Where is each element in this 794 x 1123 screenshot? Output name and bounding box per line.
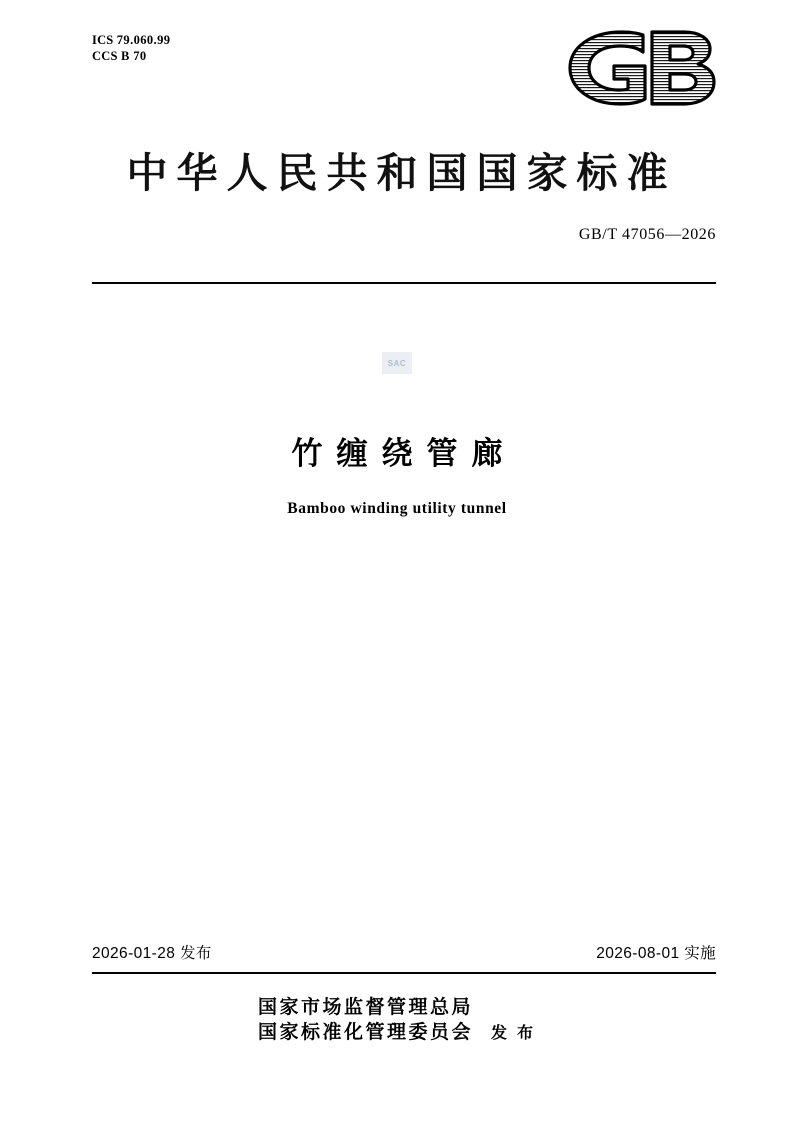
ccs-label: CCS bbox=[92, 49, 118, 63]
footer-divider bbox=[92, 972, 716, 974]
page-title: 中华人民共和国国家标准 bbox=[126, 150, 677, 196]
ics-label: ICS bbox=[92, 33, 114, 47]
ics-value: 79.060.99 bbox=[116, 33, 171, 47]
document-title-chinese: 竹缠绕管廊 bbox=[291, 436, 517, 471]
issuer-names bbox=[258, 995, 473, 1045]
issue-date: 2026-01-28 发布 bbox=[92, 945, 212, 962]
classification-codes bbox=[92, 32, 170, 64]
document-title-english: Bamboo winding utility tunnel bbox=[287, 500, 507, 517]
header-divider bbox=[92, 282, 716, 284]
ccs-value: B 70 bbox=[120, 49, 147, 63]
sac-watermark: SAC bbox=[382, 352, 412, 374]
issuer-line-2: 国家标准化管理委员会 bbox=[257, 1022, 473, 1043]
ccs-code-line bbox=[92, 48, 170, 64]
implementation-date: 2026-08-01 实施 bbox=[596, 945, 716, 962]
publish-label: 发 布 bbox=[491, 1025, 537, 1042]
issuer-line-1: 国家市场监督管理总局 bbox=[257, 997, 473, 1018]
standard-number: GB/T 47056—2026 bbox=[578, 226, 716, 243]
gb-emblem-icon bbox=[548, 24, 716, 110]
issuing-authorities bbox=[0, 995, 794, 1045]
ics-code-line bbox=[92, 32, 170, 48]
